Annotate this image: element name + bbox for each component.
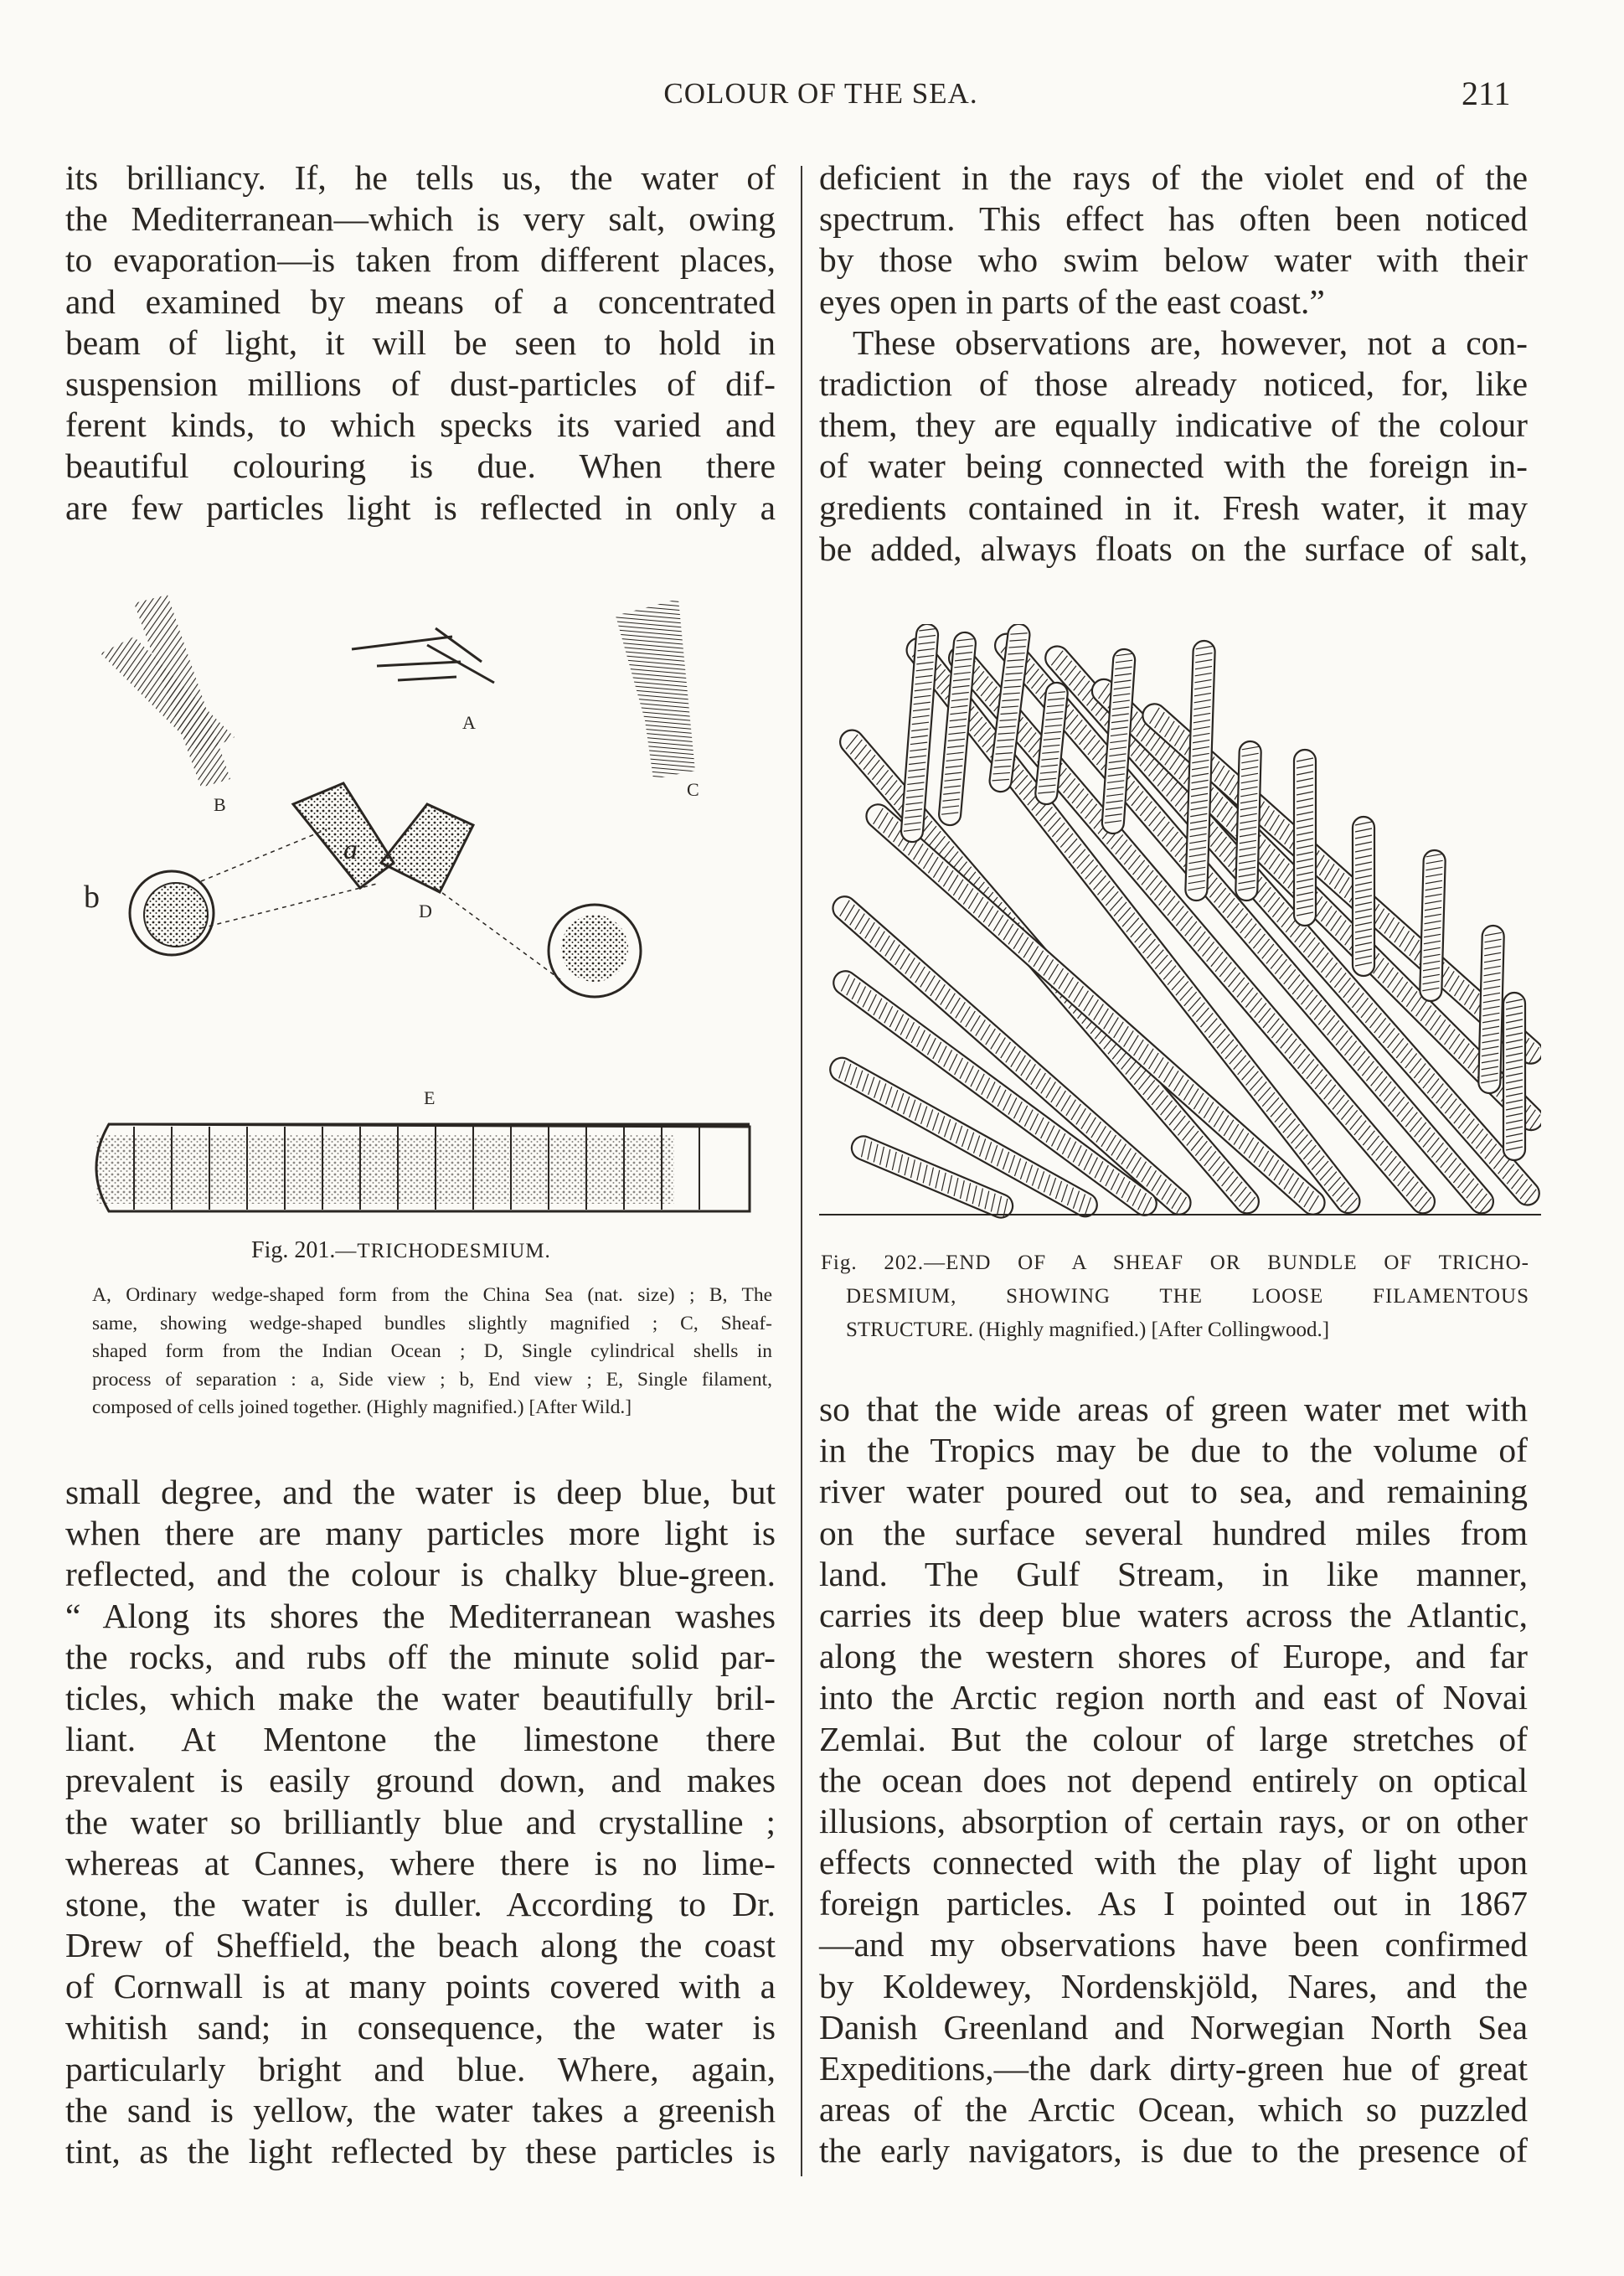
text-line: are few particles light is reflected in only a (65, 488, 776, 527)
caption-line: process of separation : a, Side view ; b, End view ; E, Single filament, (92, 1368, 772, 1391)
text-line: the early navigators, is due to the presence of (819, 2131, 1528, 2170)
text-line: eyes open in parts of the east coast.” (819, 281, 1325, 321)
caption-line: STRUCTURE. (Highly magnified.) [After Collingwood.] (846, 1319, 1330, 1341)
text-line: ticles, which make the water beautifully bril- (65, 1678, 776, 1717)
text-line: the ocean does not depend entirely on optical (819, 1760, 1528, 1799)
text-line: its brilliancy. If, he tells us, the water of (65, 158, 776, 197)
text-line: tradiction of those already noticed, for, like (819, 364, 1528, 403)
label-a-upper: A (462, 712, 476, 733)
filament-tubes (826, 624, 1541, 1221)
column-rule (801, 166, 802, 2176)
text-line: the sand is yellow, the water takes a greenish (65, 2090, 776, 2129)
text-line: to evaporation—is taken from different places, (65, 240, 776, 280)
filament-e-cells (96, 1127, 699, 1210)
end-view-right-inner (561, 915, 628, 982)
caption-line: DESMIUM, SHOWING THE LOOSE FILAMENTOUS (846, 1285, 1529, 1308)
text-line: of Cornwall is at many points covered with a (65, 1967, 776, 2006)
text-line: in the Tropics may be due to the volume of (819, 1431, 1528, 1470)
text-line: particularly bright and blue. Where, again, (65, 2049, 776, 2088)
text-line: on the surface several hundred miles from (819, 1513, 1528, 1552)
filament-tube (1353, 817, 1374, 976)
text-line: beautiful colouring is due. When there (65, 446, 776, 486)
caption-line: same, showing wedge-shaped bundles slightly magnified ; C, Sheaf- (92, 1312, 772, 1334)
text-line: These observations are, however, not a con- (853, 323, 1528, 362)
page-number: 211 (1462, 75, 1511, 112)
figure-202-caption (821, 1246, 1529, 1347)
figure-202-illustration (819, 624, 1541, 1223)
text-line: prevalent is easily ground down, and makes (65, 1761, 776, 1800)
text-line: carries its deep blue waters across the Atlantic, (819, 1595, 1528, 1634)
text-line: be added, always floats on the surface of salt, (819, 529, 1528, 568)
shell-d-right (381, 804, 473, 892)
figure-201-caption-heading (251, 1237, 603, 1264)
text-line: and examined by means of a concentrated (65, 281, 776, 321)
sheaf-c (616, 599, 695, 779)
text-line: beam of light, it will be seen to hold in (65, 323, 776, 362)
figure-201-number: Fig. 201. (251, 1237, 336, 1263)
text-line: —and my observations have been confirmed (819, 1925, 1528, 1964)
text-line: reflected, and the colour is chalky blue-green. (65, 1555, 776, 1594)
text-line: whereas at Cannes, where there is no lime- (65, 1843, 776, 1882)
text-line: so that the wide areas of green water met with (819, 1390, 1528, 1428)
text-line: river water poured out to sea, and remaining (819, 1472, 1528, 1511)
text-line: deficient in the rays of the violet end of the (819, 158, 1528, 197)
figure-201-title: —TRICHODESMIUM. (335, 1240, 551, 1262)
caption-line: A, Ordinary wedge-shaped form from the China Sea (nat. size) ; B, The (92, 1284, 772, 1306)
text-line: ferent kinds, to which specks its varied and (65, 405, 776, 445)
label-b-upper: B (214, 794, 226, 815)
text-line: effects connected with the play of light upon (819, 1843, 1528, 1882)
filament-tube (900, 624, 939, 843)
text-line: Zemlai. But the colour of large stretches of (819, 1719, 1528, 1758)
label-b-lower: b (84, 880, 100, 915)
running-head: COLOUR OF THE SEA. (663, 77, 978, 110)
text-line: Drew of Sheffield, the beach along the coast (65, 1926, 776, 1965)
text-line: along the western shores of Europe, and far (819, 1637, 1528, 1676)
text-line: by Koldewey, Nordenskjöld, Nares, and the (819, 1966, 1528, 2005)
left-column-bottom-text (65, 1472, 776, 2172)
text-line: the water so brilliantly blue and crystalline ; (65, 1802, 776, 1841)
text-line: the rocks, and rubs off the minute solid par- (65, 1637, 776, 1676)
text-line: gredients contained in it. Fresh water, it may (819, 488, 1528, 527)
text-line: spectrum. This effect has often been noticed (819, 199, 1528, 239)
text-line: land. The Gulf Stream, in like manner, (819, 1554, 1528, 1593)
right-column-top-text (819, 157, 1528, 570)
text-line: the Mediterranean—which is very salt, owing (65, 199, 776, 239)
label-d: D (419, 901, 432, 921)
text-line: when there are many particles more light is (65, 1514, 776, 1553)
label-c: C (687, 779, 699, 800)
text-line: small degree, and the water is deep blue, but (65, 1473, 776, 1511)
text-line: liant. At Mentone the limestone there (65, 1720, 776, 1759)
text-line: Danish Greenland and Norwegian North Sea (819, 2007, 1528, 2046)
filament-tube (1478, 926, 1504, 1094)
filament-tube (1185, 641, 1215, 901)
filament-tube (1420, 850, 1446, 1002)
text-line: Expeditions,—the dark dirty-green hue of great (819, 2049, 1528, 2088)
right-column-bottom-text (819, 1389, 1528, 2172)
text-line: them, they are equally indicative of the colour (819, 405, 1528, 445)
filament-tube (1235, 741, 1261, 901)
caption-line: Fig. 202.—END OF A SHEAF OR BUNDLE OF TRICHO- (821, 1252, 1529, 1274)
left-column-top-text (65, 157, 776, 529)
text-line: areas of the Arctic Ocean, which so puzzled (819, 2090, 1528, 2129)
figure-201-caption-body (92, 1282, 772, 1422)
filament-tube (1294, 750, 1316, 926)
label-e: E (424, 1087, 436, 1108)
filaments-a (352, 628, 494, 683)
text-line: foreign particles. As I pointed out in 1867 (819, 1884, 1528, 1923)
text-line: whitish sand; in consequence, the water is (65, 2008, 776, 2047)
text-line: of water being connected with the foreign in- (819, 446, 1528, 486)
text-line: suspension millions of dust-particles of dif- (65, 364, 776, 403)
filament-tube (1503, 993, 1525, 1160)
figure-201-illustration (75, 586, 779, 1223)
text-line: tint, as the light reflected by these particles is (65, 2132, 776, 2170)
text-line: “ Along its shores the Mediterranean washes (65, 1596, 776, 1635)
caption-line: composed of cells joined together. (Highly magnified.) [After Wild.] (92, 1396, 632, 1418)
text-line: stone, the water is duller. According to Dr. (65, 1884, 776, 1923)
label-a-italic: a (343, 834, 358, 865)
text-line: illusions, absorption of certain rays, or on other (819, 1801, 1528, 1840)
text-line: by those who swim below water with their (819, 240, 1528, 280)
caption-line: shaped form from the Indian Ocean ; D, Single cylindrical shells in (92, 1340, 772, 1362)
text-line: into the Arctic region north and east of Novai (819, 1678, 1528, 1717)
end-view-b-inner (144, 883, 208, 947)
